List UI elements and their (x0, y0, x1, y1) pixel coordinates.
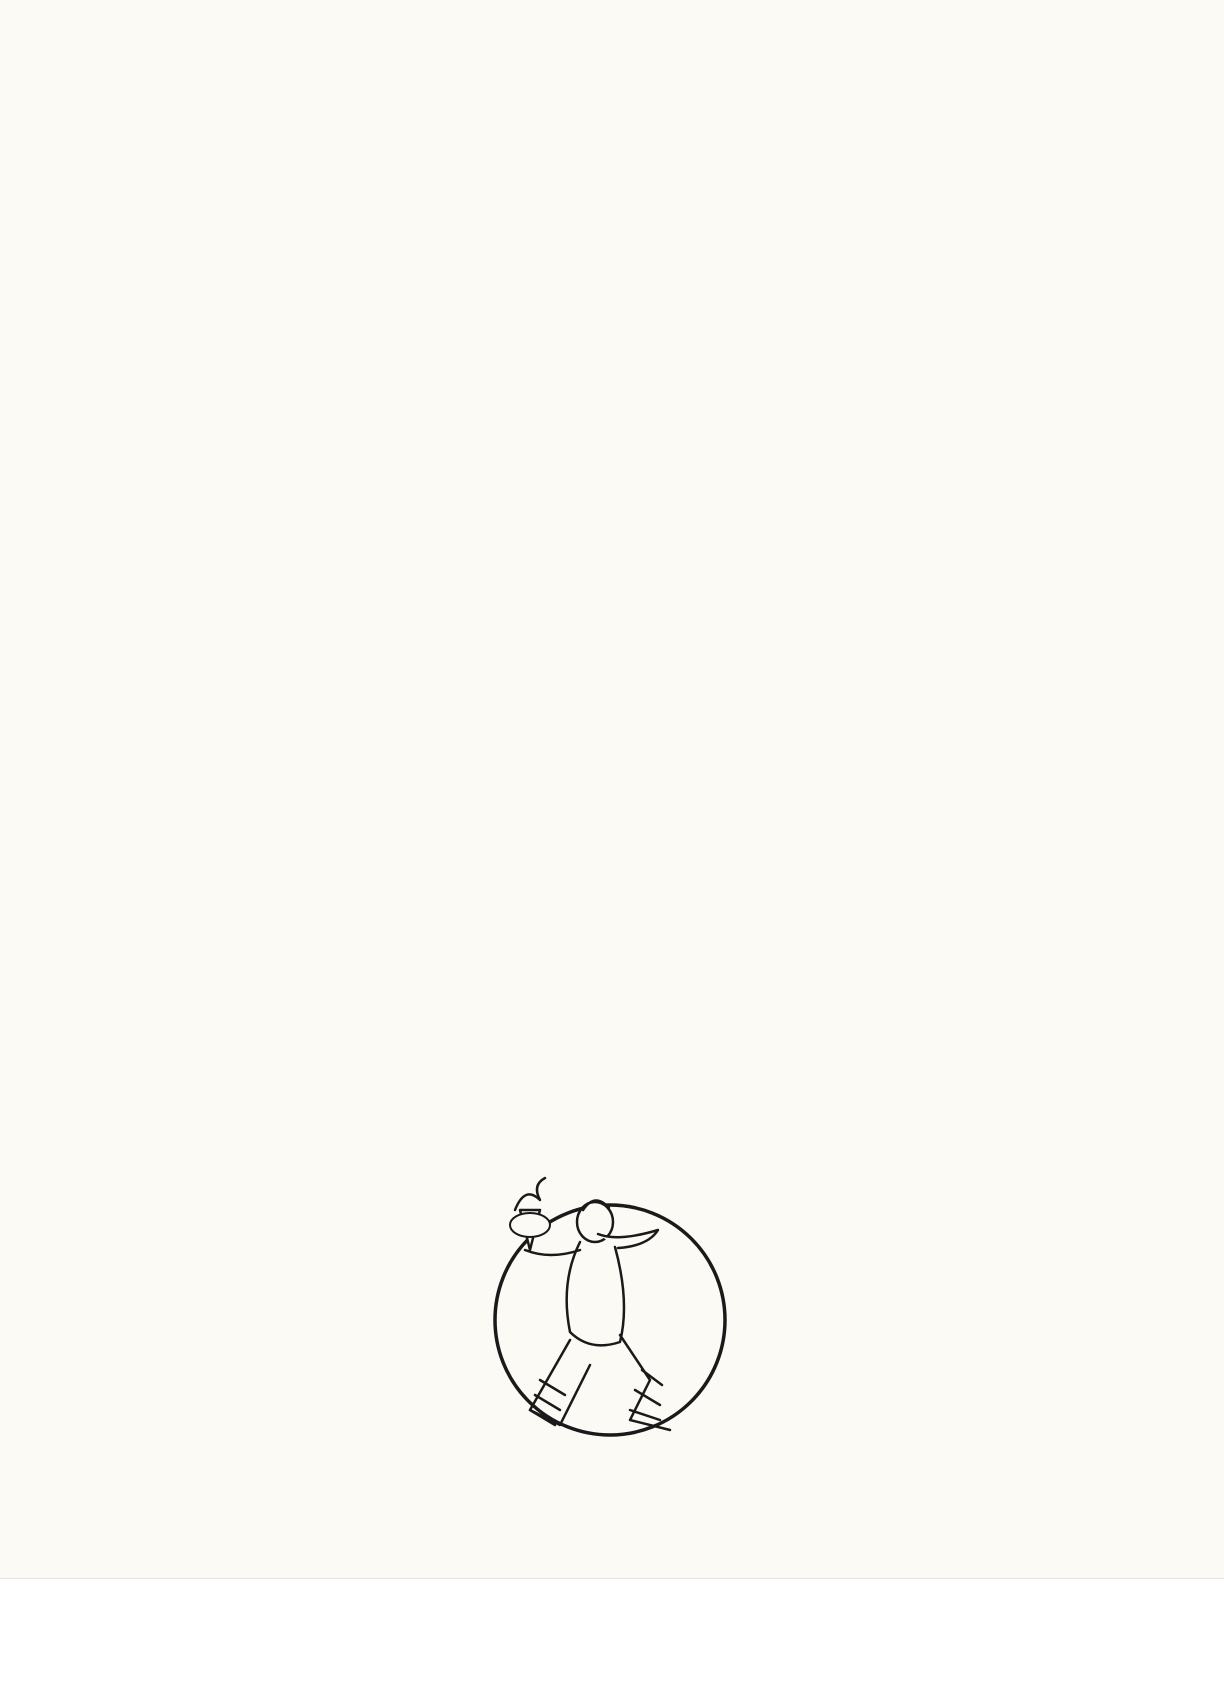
savannah-marathon-logo-icon (420, 1130, 800, 1510)
scan-margin (0, 1578, 1224, 1685)
